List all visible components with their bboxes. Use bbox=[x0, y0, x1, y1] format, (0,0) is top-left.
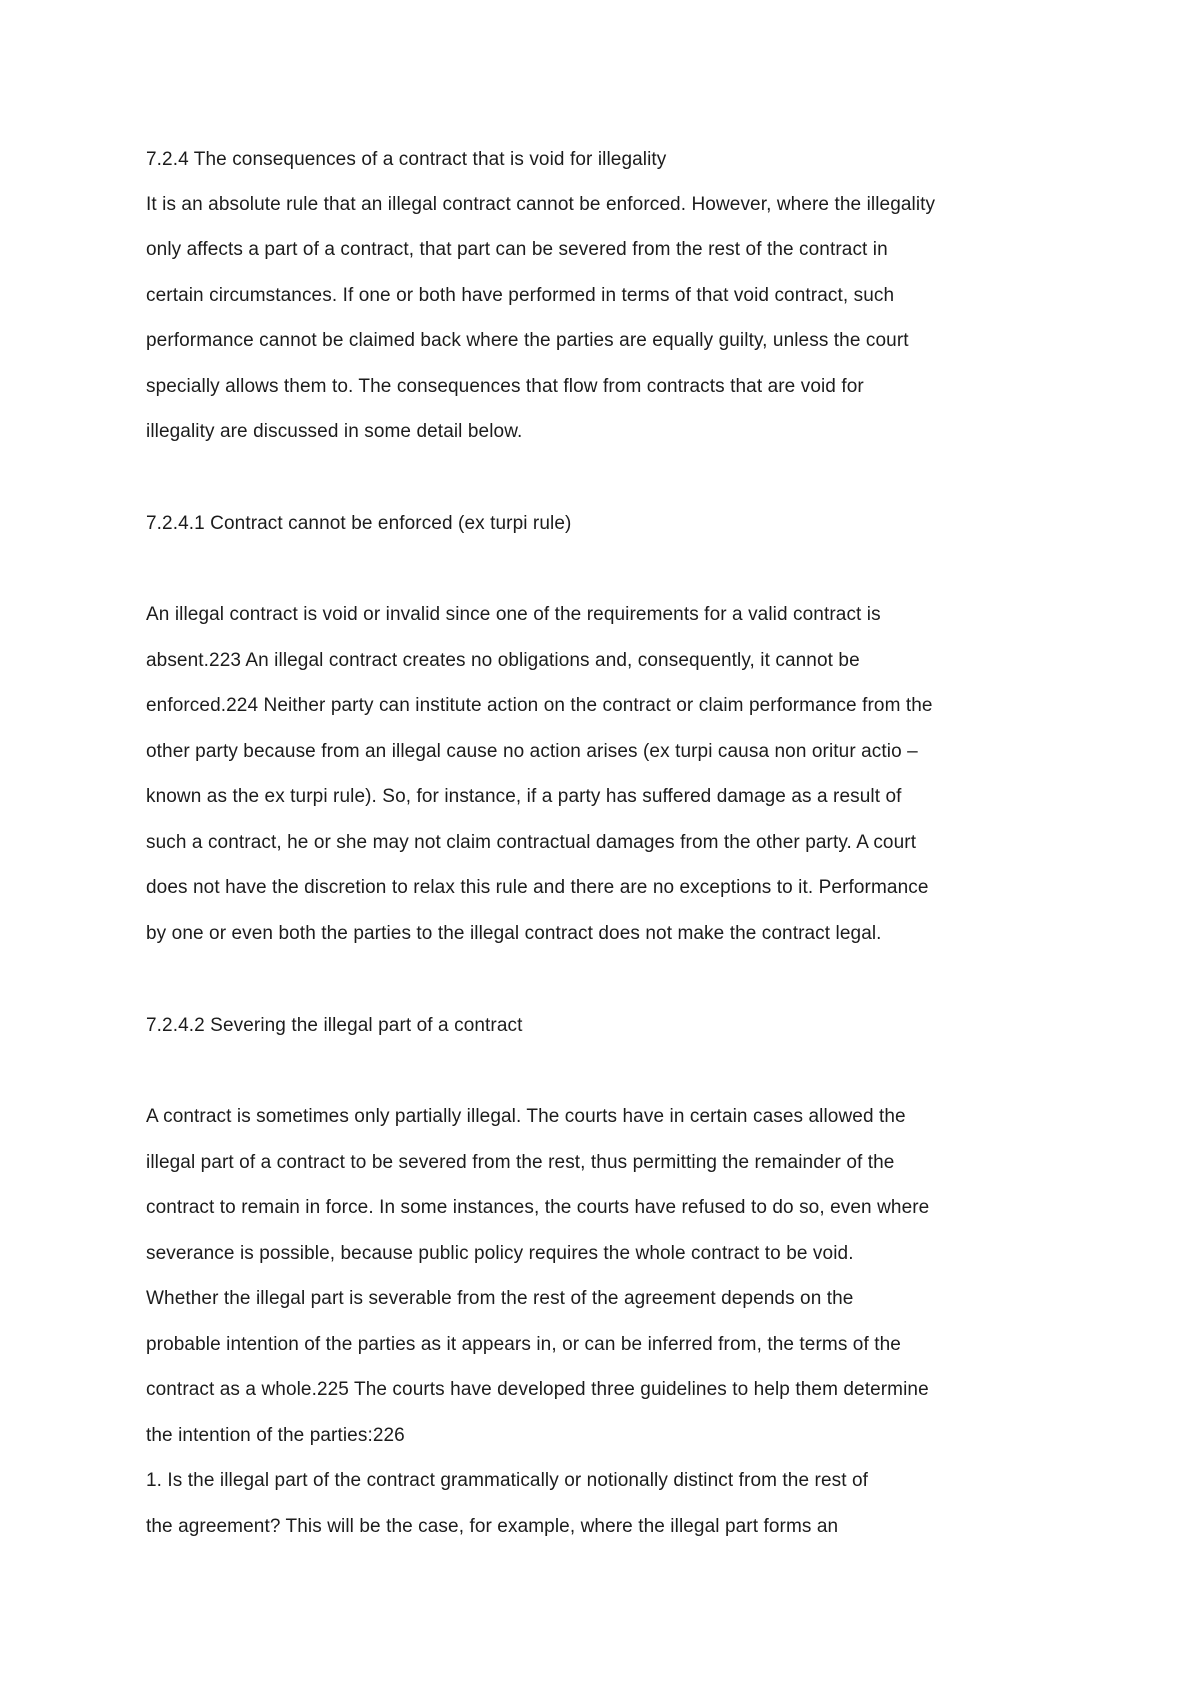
paragraph-line: contract as a whole.225 The courts have developed three guidelines to help them determine bbox=[146, 1379, 929, 1400]
paragraph-line: contract to remain in force. In some instances, the courts have refused to do so, even where bbox=[146, 1197, 930, 1218]
paragraph-line: known as the ex turpi rule). So, for instance, if a party has suffered damage as a result of bbox=[146, 786, 902, 807]
paragraph-line: enforced.224 Neither party can institute action on the contract or claim performance from the bbox=[146, 695, 933, 716]
paragraph-line: other party because from an illegal cause no action arises (ex turpi causa non oritur actio – bbox=[146, 741, 918, 762]
list-item-line: 1. Is the illegal part of the contract grammatically or notionally distinct from the rest of bbox=[146, 1470, 869, 1491]
paragraph-line: illegal part of a contract to be severed from the rest, thus permitting the remainder of the bbox=[146, 1152, 895, 1173]
section-heading: 7.2.4 The consequences of a contract that is void for illegality bbox=[146, 149, 667, 170]
paragraph-line: illegality are discussed in some detail below. bbox=[146, 421, 523, 442]
paragraph-line: certain circumstances. If one or both have performed in terms of that void contract, such bbox=[146, 285, 895, 306]
paragraph-line: Whether the illegal part is severable from the rest of the agreement depends on the bbox=[146, 1288, 854, 1309]
paragraph-line: the intention of the parties:226 bbox=[146, 1425, 405, 1446]
paragraph-line: performance cannot be claimed back where the parties are equally guilty, unless the court bbox=[146, 330, 909, 351]
paragraph-line: does not have the discretion to relax this rule and there are no exceptions to it. Performance bbox=[146, 877, 929, 898]
subsection-heading: 7.2.4.1 Contract cannot be enforced (ex turpi rule) bbox=[146, 513, 572, 534]
paragraph-line: specially allows them to. The consequences that flow from contracts that are void for bbox=[146, 376, 864, 397]
paragraph-line: only affects a part of a contract, that part can be severed from the rest of the contract in bbox=[146, 239, 888, 260]
subsection-heading: 7.2.4.2 Severing the illegal part of a contract bbox=[146, 1015, 523, 1036]
paragraph-line: absent.223 An illegal contract creates no obligations and, consequently, it cannot be bbox=[146, 650, 860, 671]
paragraph-line: An illegal contract is void or invalid since one of the requirements for a valid contract is bbox=[146, 604, 881, 625]
list-item-line: the agreement? This will be the case, for example, where the illegal part forms an bbox=[146, 1516, 839, 1537]
paragraph-line: It is an absolute rule that an illegal contract cannot be enforced. However, where the illegality bbox=[146, 194, 936, 215]
paragraph-line: by one or even both the parties to the illegal contract does not make the contract legal. bbox=[146, 923, 882, 944]
paragraph-line: A contract is sometimes only partially illegal. The courts have in certain cases allowed the bbox=[146, 1106, 906, 1127]
paragraph-line: probable intention of the parties as it appears in, or can be inferred from, the terms of the bbox=[146, 1334, 901, 1355]
paragraph-line: severance is possible, because public policy requires the whole contract to be void. bbox=[146, 1243, 854, 1264]
paragraph-line: such a contract, he or she may not claim contractual damages from the other party. A court bbox=[146, 832, 917, 853]
